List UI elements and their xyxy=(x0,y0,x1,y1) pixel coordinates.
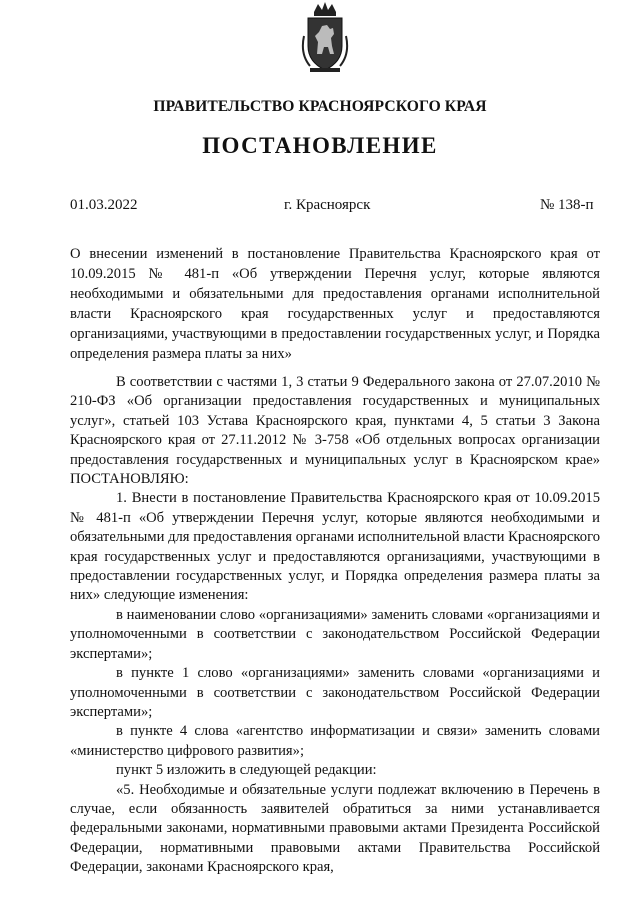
document-type-title: ПОСТАНОВЛЕНИЕ xyxy=(202,133,438,158)
body-paragraph: В соответствии с частями 1, 3 статьи 9 Федерального закона от 27.07.2010 № 210-ФЗ «Об организации предоставления государственных и муниципальных услуг», статьей 103 Устава Красноярского края, пунктами 4, 5 статьи 3 Закона Красноярского края от 27.11.2012 № 3-758 «Об отдельных вопросах организации предоставления государственных и муниципальных услуг в Красноярском крае» ПОСТАНОВЛЯЮ: xyxy=(70,374,600,488)
body-paragraph: в пункте 1 слово «организациями» заменить словами «организациями и уполномоченными в соответствии с законодательством Российской Федерации экспертами»; xyxy=(70,665,600,720)
body-paragraph: 1. Внести в постановление Правительства Красноярского края от 10.09.2015 № 481-п «Об утверждении Перечня услуг, которые являются необходимыми и обязательными для предоставления органами исполнительной власти Красноярского края государственных услуг и предоставляются организациями, участвующими в предоставлении государственных услуг, и Порядка определения размера платы за них» следующие изменения: xyxy=(70,490,600,604)
coat-of-arms-icon xyxy=(300,2,350,74)
body-paragraph: в пункте 4 слова «агентство информатизации и связи» заменить словами «министерство цифрового развития»; xyxy=(70,723,600,759)
document-city: г. Красноярск xyxy=(284,197,371,213)
document-date: 01.03.2022 xyxy=(70,197,138,213)
body-paragraph: пункт 5 изложить в следующей редакции: xyxy=(116,762,377,779)
document-subject: О внесении изменений в постановление Правительства Красноярского края от 10.09.2015 № 481-п «Об утверждении Перечня услуг, которые являются необходимыми и обязательными для предоставления органами исполнительной власти Красноярского края государственных услуг и предоставляются организациями, участвующими в предоставлении государственных услуг, и Порядка определения размера платы за них» xyxy=(70,246,600,362)
body-paragraph: в наименовании слово «организациями» заменить словами «организациями и уполномоченными в соответствии с законодательством Российской Федерации экспертами»; xyxy=(70,606,600,662)
government-name: ПРАВИТЕЛЬСТВО КРАСНОЯРСКОГО КРАЯ xyxy=(153,98,487,115)
document-number: № 138-п xyxy=(540,197,594,213)
document-body xyxy=(70,373,600,878)
body-paragraph: «5. Необходимые и обязательные услуги подлежат включению в Перечень в случае, если обязанность заявителей обратиться за ними устанавливается федеральными законами, нормативными правовыми актами Президента Российской Федерации, нормативными правовыми актами Правительства Российской Федерации, законами Красноярского края, xyxy=(70,781,600,876)
